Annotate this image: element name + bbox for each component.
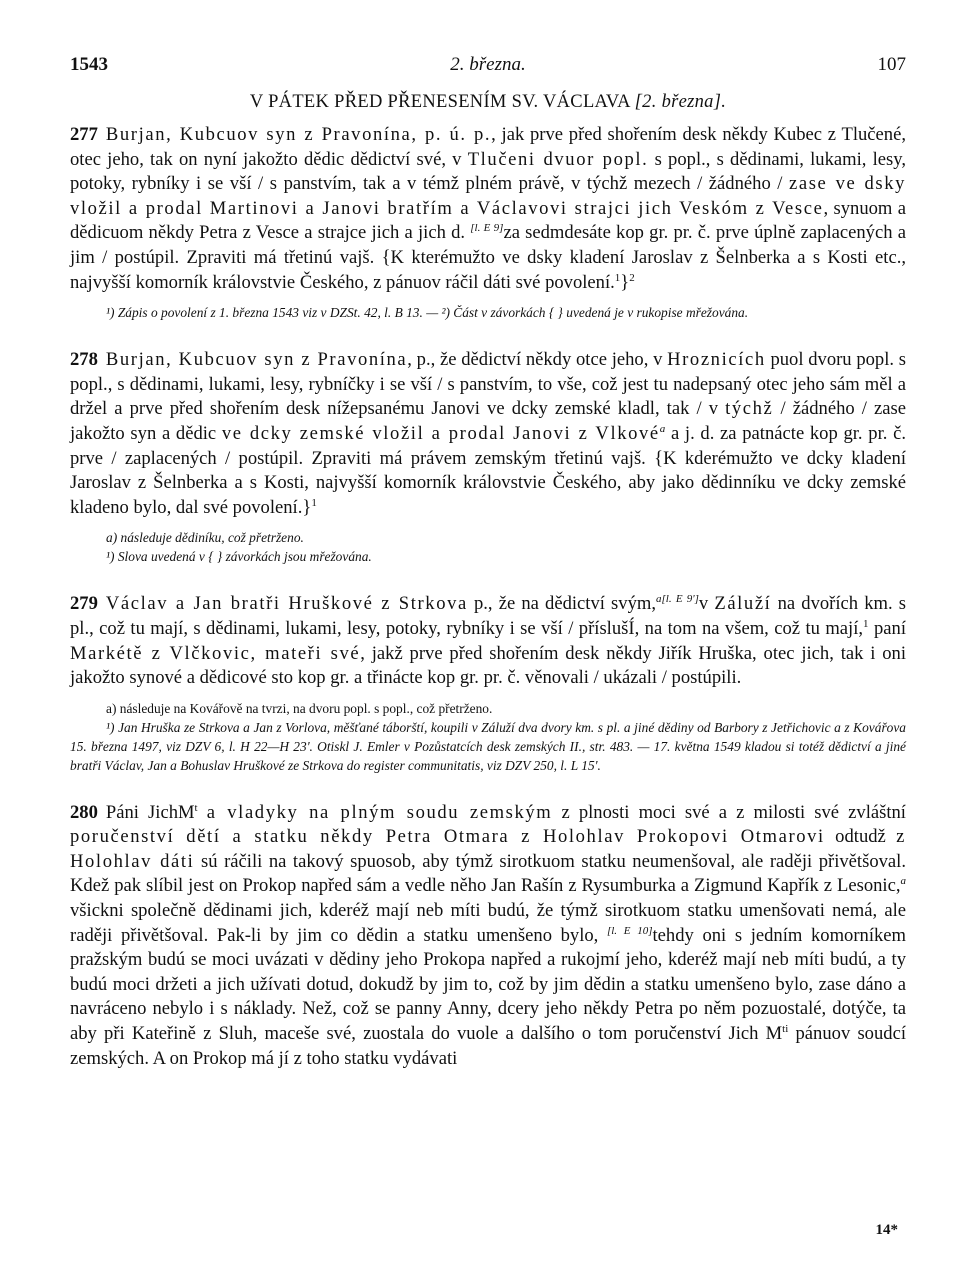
- running-head-year: 1543: [70, 54, 108, 75]
- entry-text-spaced: a vladyky na plným soudu zemským: [206, 801, 553, 823]
- entry-text: pánuov soudcí zemských. A on Prokop má jí z toho statku vydávati: [70, 1023, 906, 1069]
- entry-text: , jak prve před shořením desk někdy Kubec z Tlučené, otec jeho, tak on nyní jakožto dědic dědictví své, v: [70, 124, 906, 170]
- entry-text: na dvořích km. s pl., což tu mají, s dědinami, lukami, lesy, potoky, rybníky i se vší / příslušÍ, na tom na všem, což tu mají,: [70, 593, 906, 639]
- entry-text: za sedmdesáte kop gr. pr. č. prve úplně zaplacených a jim / postúpil. Zpraviti má třetinú vajš. {K kterémužto ve dsky kladení Jaroslav z Šelnberka a s Kosti etc., najvyšší komorník královstvie Českého, z pánuov ráčil dáti své povolení.: [70, 222, 906, 293]
- entry-text-spaced: z Holohlav dáti: [70, 826, 906, 872]
- footnote-ref: 1: [863, 617, 869, 630]
- footnote-ref: a: [900, 875, 906, 888]
- footnote-ref: 1: [311, 496, 317, 509]
- entry-text-spaced: poručenství dětí a statku někdy Petra Otmara z Holohlav Prokopovi Otmarovi: [70, 826, 825, 848]
- page-number: 107: [877, 54, 906, 75]
- footnote-ref: 1: [614, 271, 621, 284]
- footnote-ref: a: [656, 593, 662, 606]
- entry-text: tehdy oni s jedním komorníkem pražským budú se moci uvázati v dědiny jeho Prokopa napřed a rukojmí jeho, kderéž mají neb míti budú, a ty budú moci držeti a jich užívati dotud, dokudž by jim to, což by jim dědin a statku umenšeno bylo, zase dáno a navráceno nebylo i s náklady. Než, což se panny Anny, dcery jeho někdy Petra po něm pozuostalé, dotýče, ta aby při Kateřině z Sluh, maceše své, zuostala do vuole a dalšího o tom poručenství Jich M: [70, 924, 907, 1045]
- abbreviation-sup: ti: [782, 1022, 789, 1035]
- entry-text: puol dvoru popl. s popl., s dědinami, lukami, lesy, rybníčky i se vší / s panstvím, to vše, což jest tu nadepsaný otec jeho sám měl a držel a prve před shořením desk nížepsanému Janovi ve dcky zemské kladl, tak / v: [70, 349, 906, 420]
- footnote-text: Jan Hruška ze Strkova a Jan z Vorlova, měšťané táborští, koupili v Záluží dva dvory km. s pl. a jiné dědiny od Barbory z Jetřichovic a z Kovářova 15. března 1497, viz DZV 6, l. H 22—H 23'. Otiskl J. Emler v Pozůstatcích desk zemských II., str. 483. — 17. května 1549 kladou si totéž dědictví a jiné bratři Václav, Jan a Bohuslav Hruškové ze Strkova do register communitatis, viz DZV 250, l. L 15'.: [70, 719, 906, 773]
- section-heading-title: V PÁTEK PŘED PŘENESENÍM SV. VÁCLAVA: [249, 92, 630, 112]
- entry-text: v: [698, 593, 715, 615]
- entry-text: sú ráčili na takový spuosob, aby týmž sirotkuom statku neumenšoval, ale raději přivětšoval. Kdež pak slíbil jest on Prokop napřed sám a vedle něho Jan Rašín z Rysumburka a Zigmund Kapřík z Lesonic,: [70, 850, 906, 897]
- section-heading-date: [2. března].: [634, 92, 727, 112]
- entry-text: s popl., s dědinami, lukami, lesy, potoky, rybníky i se vší / s panstvím, tak a v témž plném právě, v týchž mezech / žádného /: [70, 148, 906, 195]
- footnote: [70, 303, 906, 322]
- entry-279-notes: [70, 699, 906, 775]
- footnote-mark: ¹): [106, 305, 115, 321]
- entry-place: Hroznicích: [667, 349, 766, 371]
- entry-280: [70, 801, 906, 1072]
- entry-number: 278: [70, 349, 98, 371]
- entry-text: p., že na dědictví svým,: [467, 593, 656, 615]
- entry-text: paní: [868, 617, 906, 639]
- footnote-text: Slova uvedená v { } závorkách jsou mřežována.: [117, 549, 372, 565]
- entry-text: [198, 802, 207, 823]
- entry-277: [70, 123, 906, 295]
- footnote-ref: a: [659, 422, 666, 435]
- entry-text: , p., že dědictví někdy otce jeho, v: [407, 349, 668, 371]
- folio-marker: [l. E 10]: [606, 924, 653, 937]
- entry-text-spaced: týchž: [725, 398, 774, 420]
- entry-text-spaced: zase ve dsky vložil a prodal Martinovi a Janovi bratřím a Václavovi strajci jich Veskóm z Vesce: [70, 173, 906, 219]
- footnote-text: následuje dědiníku, což přetrženo.: [120, 530, 304, 546]
- entry-text: Páni JichM: [105, 801, 195, 823]
- entry-text: z plnosti moci své a z milosti své zvláštní: [552, 801, 906, 823]
- entry-text: }: [620, 271, 630, 293]
- footnote-text: Zápis o povolení z 1. března 1543 viz v DZSt. 42, l. B 13. — ²) Část v závorkách { } uvedená je v rukopise mřežována.: [117, 305, 749, 321]
- footnote-ref: 2: [629, 271, 635, 284]
- folio-marker: [l. E 9]: [470, 222, 504, 235]
- footnote: [70, 699, 906, 718]
- entry-text: a j. d. za patnácte kop gr. pr. č. prve / zaplacených / postúpil. Zpraviti má právem zemským třetinú vajš. {K kderémužto ve dcky kladení Jaroslav z Šelnberka a s Kosti, najvyšší komorník královstvie Českého, aby jako dědinníku ve dcky zemské kladeno bylo, dal své povolení.}: [70, 422, 906, 518]
- section-heading: [70, 92, 906, 113]
- abbreviation-sup: t: [194, 801, 198, 814]
- footnote: [70, 547, 906, 566]
- footnote-mark: a): [106, 530, 118, 546]
- running-head: [70, 54, 906, 86]
- entry-text: odtudž: [824, 826, 897, 848]
- footnote-mark: ¹): [106, 719, 115, 735]
- entry-text-spaced: Markétě z Vlčkovic, mateři své: [70, 642, 361, 664]
- entry-277-notes: [70, 303, 906, 322]
- entry-party: Burjan, Kubcuov syn z Pravonína, p. ú. p.: [105, 124, 492, 145]
- entry-text-spaced: ve dcky zemské vložil a prodal Janovi z Vlkové: [221, 422, 660, 444]
- entry-number: 280: [70, 801, 98, 823]
- entry-text: , jakž prve před shořením desk někdy Jiřík Hruška, otec jich, tak i oni jakožto synové a dědicové sto kop gr. a třinácte kop gr. pr. č. věnovali / ukázali / postúpili.: [70, 642, 906, 689]
- entry-party: Václav a Jan bratři Hruškové z Strkova: [105, 593, 468, 615]
- footnote: [70, 528, 906, 547]
- footnote-text: následuje na Kovářově na tvrzi, na dvoru popl. s popl., což přetrženo.: [119, 700, 493, 716]
- entry-place: Záluží: [714, 593, 772, 615]
- footnote-mark: a): [106, 700, 117, 716]
- entry-278: [70, 348, 906, 520]
- page: [70, 54, 906, 1071]
- entry-number: 277: [70, 124, 98, 145]
- footnote: [70, 718, 906, 775]
- footnote-mark: ¹): [106, 549, 115, 565]
- folio-marker: [l. E 9']: [661, 593, 699, 606]
- signature-mark: 14*: [875, 1222, 898, 1238]
- entry-number: 279: [70, 593, 98, 615]
- entry-278-notes: [70, 528, 906, 566]
- entry-text: všickni společně dědinami jich, kderéž mají neb míti budú, že týmž sirotkuom statku umenšovati nemá, ale raději přivětšoval. Pak-li by jim co dědin a statku umenšeno bylo,: [70, 900, 906, 946]
- entry-place: Tlučeni dvuor popl.: [467, 148, 649, 170]
- entry-party: Burjan, Kubcuov syn z Pravonína: [105, 349, 408, 371]
- running-head-date: 2. března.: [450, 54, 526, 75]
- entry-text: / žádného / zase jakožto syn a dědic: [70, 398, 907, 444]
- entry-279: [70, 592, 906, 690]
- entry-text: , synuom a dědicuom někdy Petra z Vesce a strajce jich a jich d.: [70, 197, 906, 244]
